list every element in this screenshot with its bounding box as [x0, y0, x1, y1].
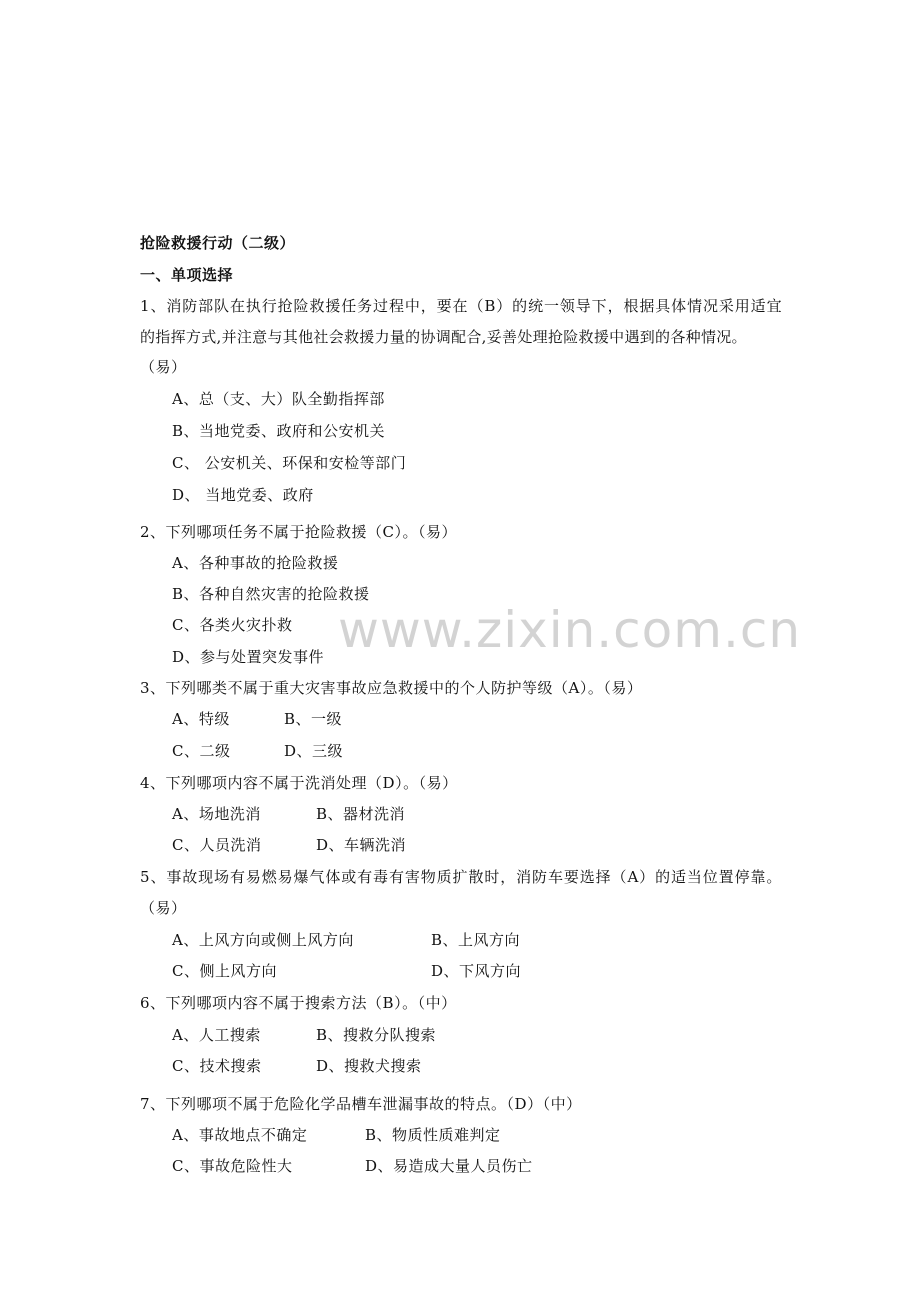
question-6-option-b: B、搜救分队搜索	[316, 1026, 437, 1044]
question-3-option-b: B、一级	[284, 710, 343, 728]
question-1-level: （易）	[140, 358, 187, 376]
question-2-text: 2、下列哪项任务不属于抢险救援（C）。（易）	[140, 523, 458, 541]
question-2-option-a: A、各种事故的抢险救援	[172, 554, 339, 572]
question-1-option-d: D、 当地党委、政府	[172, 486, 314, 504]
question-7-option-d: D、易造成大量人员伤亡	[365, 1157, 533, 1175]
question-6-option-c: C、技术搜索	[172, 1057, 262, 1075]
question-5-option-a: A、上风方向或侧上风方向	[172, 931, 354, 949]
question-2-option-b: B、各种自然灾害的抢险救援	[172, 585, 370, 603]
question-2-option-c: C、各类火灾扑救	[172, 616, 293, 634]
section-heading: 一、单项选择	[140, 266, 234, 284]
question-5-option-b: B、上风方向	[431, 931, 521, 949]
question-5-option-d: D、下风方向	[431, 962, 522, 980]
question-1-text: 1、消防部队在执行抢险救援任务过程中，要在（B）的统一领导下，根据具体情况采用适宜	[140, 297, 783, 315]
question-7-option-b: B、物质性质难判定	[365, 1126, 501, 1144]
question-2-option-d: D、参与处置突发事件	[172, 648, 325, 666]
question-7-text: 7、下列哪项不属于危险化学品槽车泄漏事故的特点。（D）（中）	[140, 1095, 582, 1113]
question-4-option-d: D、车辆洗消	[316, 836, 407, 854]
question-1-option-a: A、总（支、大）队全勤指挥部	[172, 390, 385, 408]
question-3-option-a: A、特级	[172, 710, 230, 728]
question-5-level: （易）	[140, 899, 187, 917]
question-4-option-c: C、人员洗消	[172, 836, 262, 854]
document-title: 抢险救援行动（二级）	[140, 234, 296, 252]
question-3-text: 3、下列哪类不属于重大灾害事故应急救援中的个人防护等级（A）。（易）	[140, 679, 643, 697]
question-1-option-b: B、当地党委、政府和公安机关	[172, 422, 386, 440]
question-5-option-c: C、侧上风方向	[172, 962, 277, 980]
question-4-option-b: B、器材洗消	[316, 805, 406, 823]
question-3-option-d: D、三级	[284, 742, 344, 760]
question-7-option-a: A、事故地点不确定	[172, 1126, 308, 1144]
question-7-option-c: C、事故危险性大	[172, 1157, 293, 1175]
question-4-text: 4、下列哪项内容不属于洗消处理（D）。（易）	[140, 774, 458, 792]
question-6-option-d: D、搜救犬搜索	[316, 1057, 422, 1075]
question-1-option-c: C、 公安机关、环保和安检等部门	[172, 454, 407, 472]
question-1-text-cont: 的指挥方式,并注意与其他社会救援力量的协调配合,妥善处理抢险救援中遇到的各种情况。	[140, 328, 747, 346]
watermark: www.zixin.com.cn	[338, 601, 802, 659]
question-4-option-a: A、场地洗消	[172, 805, 261, 823]
question-3-option-c: C、二级	[172, 742, 231, 760]
question-6-option-a: A、人工搜索	[172, 1026, 261, 1044]
question-6-text: 6、下列哪项内容不属于搜索方法（B）。（中）	[140, 994, 457, 1012]
question-5-text: 5、事故现场有易燃易爆气体或有毒有害物质扩散时，消防车要选择（A）的适当位置停靠。	[140, 868, 783, 886]
